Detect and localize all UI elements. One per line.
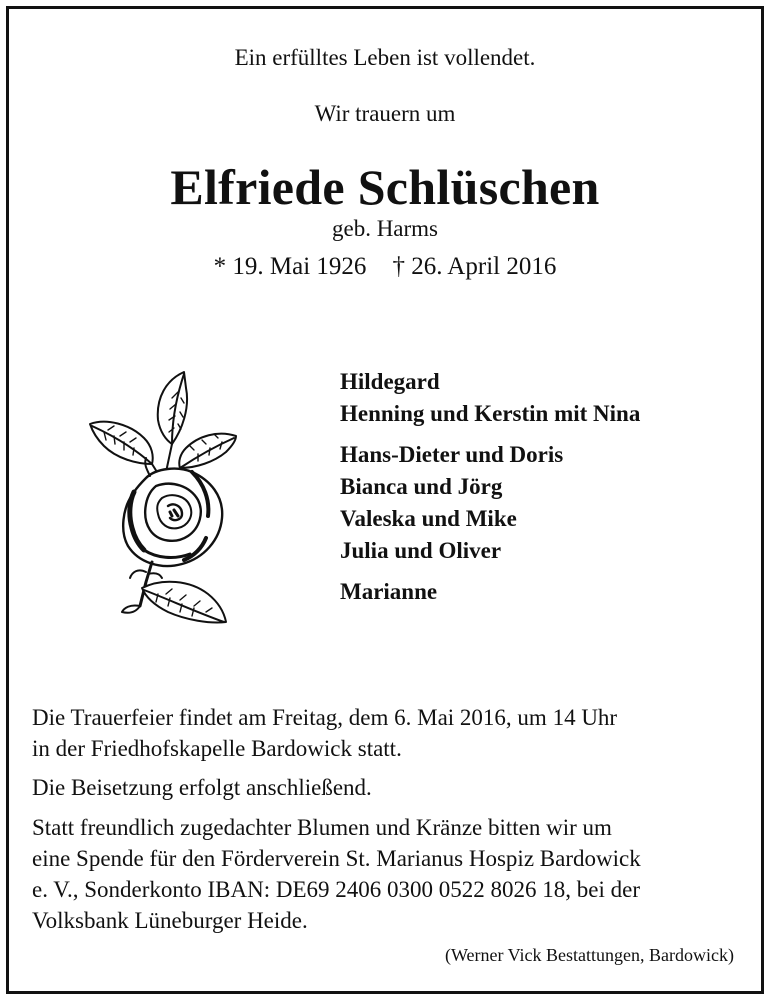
mourner-name: Valeska und Mike: [340, 506, 517, 531]
burial-line: Die Beisetzung erfolgt anschließend.: [32, 775, 372, 800]
life-dates: [0, 253, 770, 281]
mourner-name: Julia und Oliver: [340, 538, 502, 563]
donation-line: Volksbank Lüneburger Heide.: [32, 908, 308, 933]
undertaker-credit: (Werner Vick Bestattungen, Bardowick): [444, 945, 734, 965]
mourn-text: Wir trauern um: [314, 101, 456, 126]
mourner-name: Marianne: [340, 579, 438, 604]
mourner-name: Bianca und Jörg: [340, 474, 503, 499]
mourner-name: Henning und Kerstin mit Nina: [340, 401, 641, 426]
mourner-name: Hildegard: [340, 369, 440, 394]
donation-info: [32, 812, 744, 936]
death-date: † 26. April 2016: [392, 253, 557, 280]
funeral-line: in der Friedhofskapelle Bardowick statt.: [32, 736, 402, 761]
birth-date: * 19. Mai 1926: [213, 253, 367, 280]
donation-line: Statt freundlich zugedachter Blumen und Kränze bitten wir um: [32, 815, 612, 840]
mourner-group: [340, 366, 640, 430]
mourner-name: Hans-Dieter und Doris: [340, 442, 564, 467]
funeral-info: [32, 702, 744, 764]
mourner-group: [340, 576, 640, 608]
rose-icon: [86, 368, 246, 630]
mourner-group: [340, 439, 640, 567]
funeral-line: Die Trauerfeier findet am Freitag, dem 6. Mai 2016, um 14 Uhr: [32, 705, 618, 730]
maiden-name: geb. Harms: [331, 216, 439, 241]
donation-line: eine Spende für den Förderverein St. Marianus Hospiz Bardowick: [32, 846, 641, 871]
deceased-name: Elfriede Schlüschen: [170, 159, 600, 215]
donation-line: e. V., Sonderkonto IBAN: DE69 2406 0300 0522 8026 18, bei der: [32, 877, 640, 902]
burial-info: [32, 772, 744, 803]
intro-text: Ein erfülltes Leben ist vollendet.: [234, 45, 536, 70]
mourners-list: [340, 366, 640, 617]
